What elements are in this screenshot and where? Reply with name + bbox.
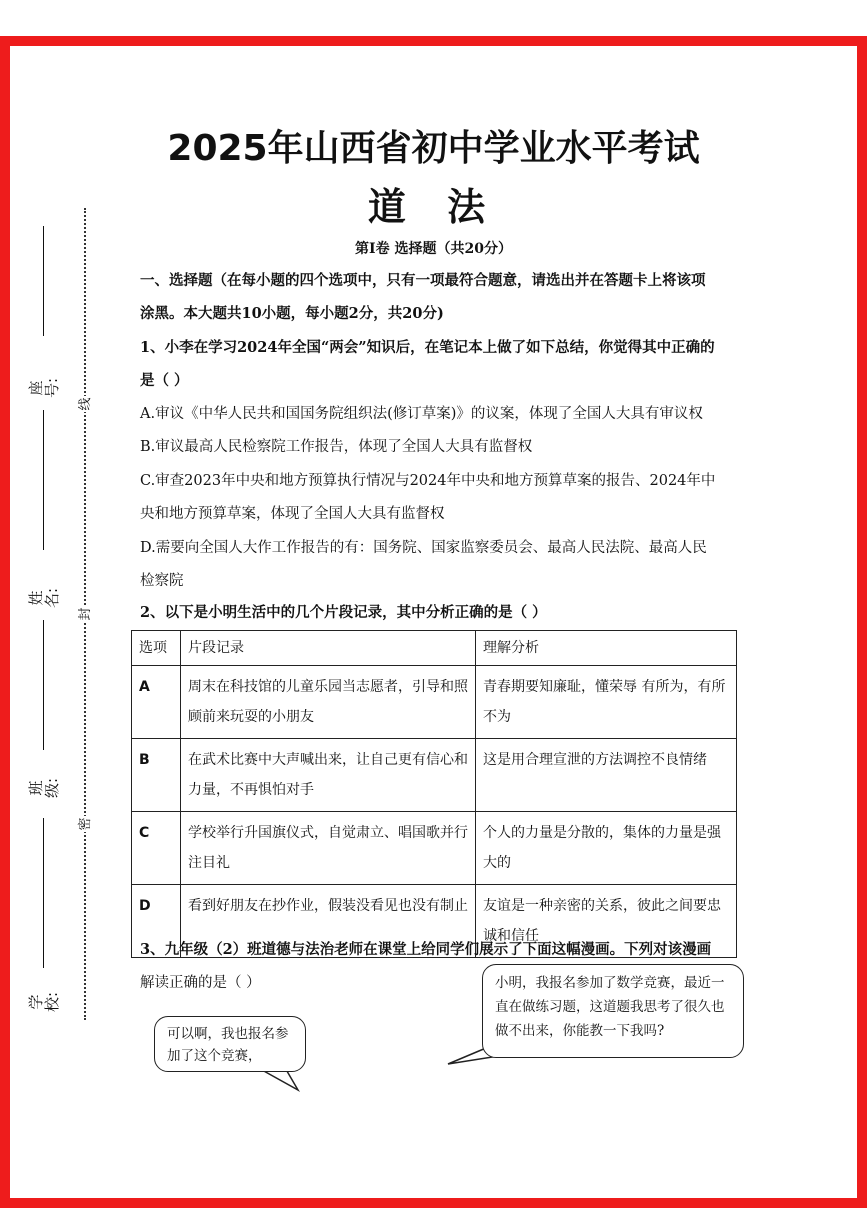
q1-option-d-line-1: D.需要向全国人大作工作报告的有：国务院、国家监察委员会、最高人民法院、最高人民 — [140, 540, 707, 556]
seal-mark-seal: 封 — [78, 607, 93, 621]
school-underline — [43, 818, 44, 968]
q1-stem-line-1: 1、小李在学习2024年全国“两会”知识后，在笔记本上做了如下总结，你觉得其中正确的 — [140, 339, 715, 356]
name-label: 姓名: — [27, 587, 61, 608]
row-record: 看到好朋友在抄作业，假装没看见也没有制止 — [181, 885, 476, 958]
instructions-line-1: 一、选择题（在每小题的四个选项中，只有一项最符合题意，请选出并在答题卡上将该项 — [140, 272, 706, 289]
section-heading: 第Ⅰ卷 选择题（共20分） — [355, 241, 512, 257]
exam-title: 2025年山西省初中学业水平考试 — [167, 128, 700, 169]
q1-option-c-line-2: 央和地方预算草案，体现了全国人大具有监督权 — [140, 506, 445, 522]
row-analysis: 青春期要知廉耻，懂荣辱 有所为，有所不为 — [476, 666, 737, 739]
q1-option-c-line-1: C.审查2023年中央和地方预算执行情况与2024年中央和地方预算草案的报告、2024年中 — [140, 473, 716, 489]
table-row — [132, 812, 737, 885]
q1-option-d-line-2: 检察院 — [140, 573, 184, 589]
row-option: C — [132, 812, 181, 885]
seal-mark-secret: 密 — [78, 817, 93, 831]
table-header-row — [132, 631, 737, 666]
row-record: 学校举行升国旗仪式，自觉肃立、唱国歌并行注目礼 — [181, 812, 476, 885]
header-option: 选项 — [132, 631, 181, 666]
q3-stem-line-2: 解读正确的是（ ） — [140, 975, 261, 991]
seal-mark-line: 线 — [78, 397, 93, 411]
subject-title: 道 法 — [367, 185, 500, 229]
q2-stem: 2、以下是小明生活中的几个片段记录，其中分析正确的是（ ） — [140, 604, 547, 621]
instructions-line-2: 涂黑。本大题共10小题，每小题2分，共20分) — [140, 305, 444, 322]
header-analysis: 理解分析 — [476, 631, 737, 666]
header-record: 片段记录 — [181, 631, 476, 666]
name-underline — [43, 410, 44, 550]
row-analysis: 个人的力量是分散的，集体的力量是强大的 — [476, 812, 737, 885]
q2-table — [131, 630, 737, 958]
school-label: 学校: — [27, 991, 61, 1012]
table-row — [132, 739, 737, 812]
row-option: A — [132, 666, 181, 739]
q1-option-b: B.审议最高人民检察院工作报告，体现了全国人大具有监督权 — [140, 439, 533, 455]
row-analysis: 这是用合理宣泄的方法调控不良情绪 — [476, 739, 737, 812]
row-option: D — [132, 885, 181, 958]
q1-stem-line-2: 是（ ） — [140, 372, 189, 389]
comic-bubble-right: 小明，我报名参加了数学竞赛，最近一直在做练习题，这道题我思考了很久也做不出来，你能教一下我吗? — [482, 964, 744, 1058]
table-row — [132, 666, 737, 739]
row-option: B — [132, 739, 181, 812]
seat-label: 座号: — [27, 377, 61, 398]
row-record: 周末在科技馆的儿童乐园当志愿者，引导和照顾前来玩耍的小朋友 — [181, 666, 476, 739]
q1-option-a: A.审议《中华人民共和国国务院组织法(修订草案)》的议案，体现了全国人大具有审议权 — [140, 406, 703, 422]
class-underline — [43, 620, 44, 750]
comic-bubble-left: 可以啊，我也报名参加了这个竞赛， — [154, 1016, 306, 1072]
row-analysis: 友谊是一种亲密的关系，彼此之间要忠诚和信任 — [476, 885, 737, 958]
row-record: 在武术比赛中大声喊出来，让自己更有信心和力量，不再惧怕对手 — [181, 739, 476, 812]
class-label: 班级: — [27, 777, 61, 798]
q3-stem-line-1: 3、九年级（2）班道德与法治老师在课堂上给同学们展示了下面这幅漫画。下列对该漫画 — [140, 941, 712, 958]
